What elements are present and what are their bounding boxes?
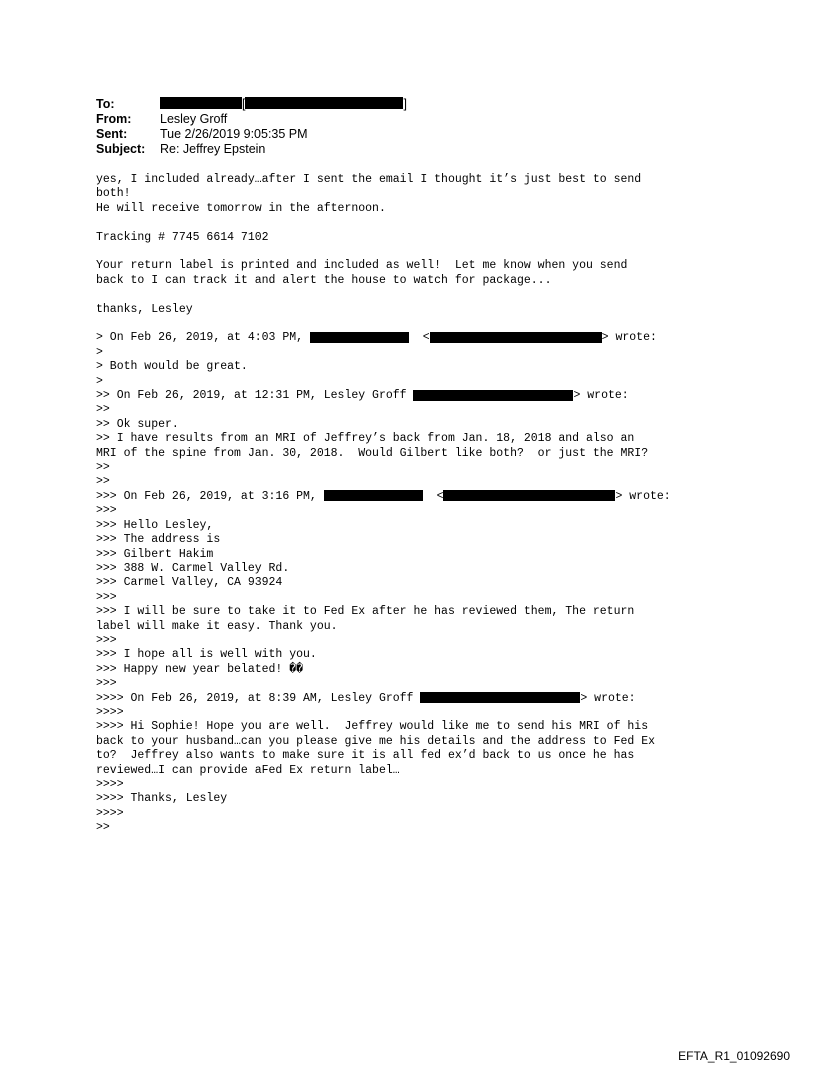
quote-line: MRI of the spine from Jan. 30, 2018. Would Gilbert like both? or just the MRI? [96,446,649,460]
subject-row [96,142,407,157]
redaction-block [160,97,242,109]
redaction-block [310,332,409,343]
quote-line: > [96,345,103,359]
to-row: To: [ ] [96,97,407,111]
quote-line: >>>> [96,806,124,820]
redaction-block [413,390,573,401]
sent-label: Sent: [96,127,128,141]
subject-label: Subject: [96,142,146,156]
quote-line: >>>> Hi Sophie! Hope you are well. Jeffrey would like me to send his MRI of his [96,720,649,734]
quote-line: >>> Gilbert Hakim [96,547,214,561]
quote-line: >>> [96,504,117,518]
quote-line: >> Ok super. [96,417,179,431]
redaction-block [430,332,602,343]
quote-line: > [96,374,103,388]
sent-value: Tue 2/26/2019 9:05:35 PM [160,127,308,141]
quote-line: back to your husband…can you please give me his details and the address to Fed Ex [96,734,655,748]
redaction-block [245,97,403,109]
redaction-block [420,692,580,703]
from-row [96,112,407,127]
quote-line: >> [96,475,110,489]
sent-row [96,127,407,142]
subject-value: Re: Jeffrey Epstein [160,142,266,156]
body-line: yes, I included already…after I sent the email I thought it’s just best to send [96,173,642,186]
quote-line: >>> [96,633,117,647]
quote-line: > On Feb 26, 2019, at 4:03 PM, < > wrote: [96,331,657,345]
body-line: He will receive tomorrow in the afternoon. [96,201,386,215]
quote-line: >> [96,461,110,475]
redaction-block [324,490,423,501]
quote-line: >> On Feb 26, 2019, at 12:31 PM, Lesley Groff > wrote: [96,389,629,403]
quote-line: >>> Hello Lesley, [96,518,214,532]
redaction-block [443,490,615,501]
quote-line: >>> I will be sure to take it to Fed Ex after he has reviewed them, The return [96,605,635,619]
quote-line: to? Jeffrey also wants to make sure it is all fed ex’d back to us once he has [96,749,635,763]
signoff-line: thanks, Lesley [96,302,193,316]
quote-line: >>> [96,590,117,604]
quote-line: reviewed…I can provide aFed Ex return label… [96,763,400,777]
document-id: EFTA_R1_01092690 [678,1049,790,1063]
body-line: both! [96,187,131,201]
quote-line: >>>> [96,778,124,791]
from-value: Lesley Groff [160,112,228,126]
email-header [96,97,407,157]
quote-line: >>> [96,677,117,691]
quote-line: label will make it easy. Thank you. [96,619,338,633]
quote-line: >> I have results from an MRI of Jeffrey’s back from Jan. 18, 2018 and also an [96,432,635,446]
quote-line: >>> The address is [96,533,221,547]
quote-line: >> [96,403,110,417]
tracking-line: Tracking # 7745 6614 7102 [96,230,269,244]
email-body [96,173,786,836]
body-line: Your return label is printed and included as well! Let me know when you send [96,259,628,273]
quote-line: >>> On Feb 26, 2019, at 3:16 PM, < > wrote: [96,489,671,503]
quote-line: >>> Carmel Valley, CA 93924 [96,576,283,590]
body-line: back to I can track it and alert the house to watch for package... [96,273,552,287]
quote-line: > Both would be great. [96,360,248,374]
quote-line: >>> Happy new year belated! �� [96,662,304,676]
quote-line: >>>> [96,705,124,719]
from-label: From: [96,112,132,126]
quote-line: >> [96,821,110,835]
quote-line: >>>> Thanks, Lesley [96,792,228,806]
to-label: To: [96,97,115,111]
quote-line: >>> 388 W. Carmel Valley Rd. [96,561,290,575]
quote-line: >>> I hope all is well with you. [96,648,317,662]
quote-line: >>>> On Feb 26, 2019, at 8:39 AM, Lesley Groff > wrote: [96,691,636,705]
